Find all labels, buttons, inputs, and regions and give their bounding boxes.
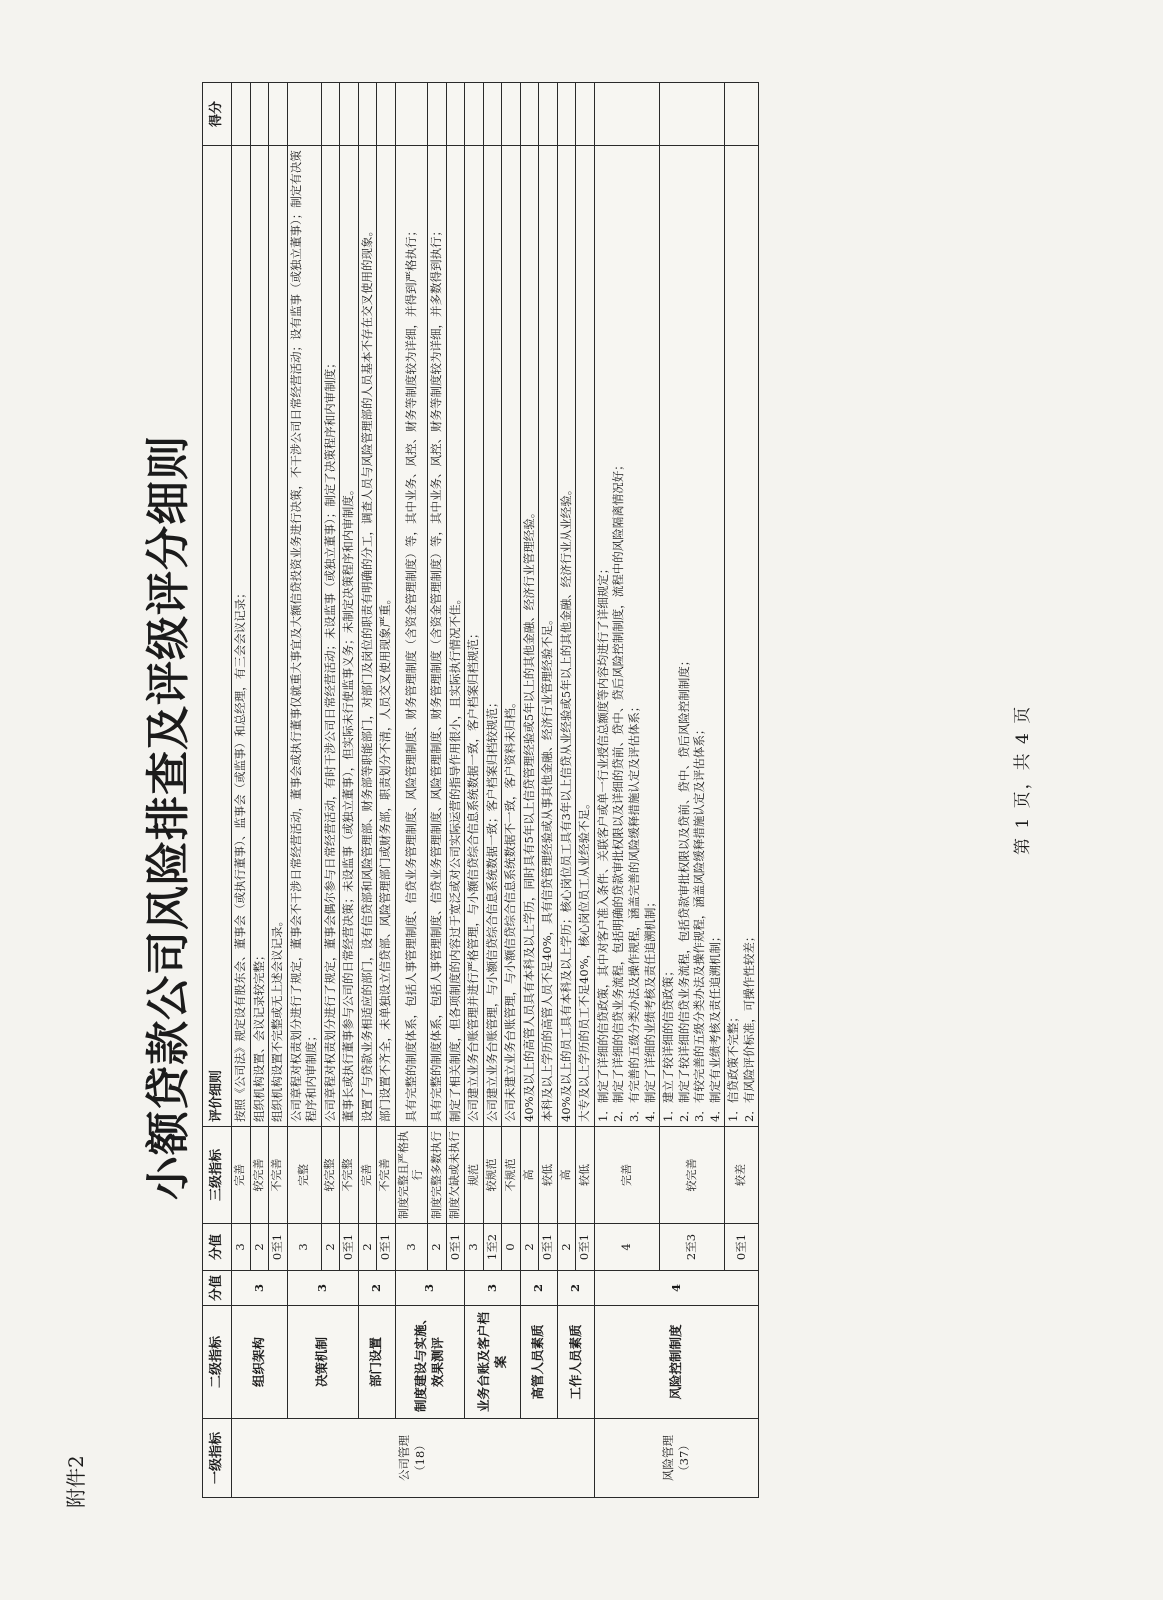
evaluation-detail bbox=[594, 146, 659, 1127]
level2-indicator: 风险控制制度 bbox=[594, 1306, 758, 1419]
detail-line: 公司未建立业务台账管理，与小额信贷综合信息系统数据不一致，客户资料未归档。 bbox=[503, 696, 518, 1122]
score-cell bbox=[321, 83, 340, 146]
score-cell bbox=[660, 83, 725, 146]
detail-line: 40%及以上的高管人员具有本科及以上学历，同时具有5年以上信贷管理经验或5年以上的其他金融、经济行业管理经验。 bbox=[521, 506, 536, 1122]
evaluation-detail bbox=[358, 146, 377, 1127]
header-s2: 分值 bbox=[203, 1271, 232, 1306]
detail-line: 2．制定了较详细的信贷业务流程，包括贷款审批权限以及贷前、贷中、贷后风险控制制度； bbox=[676, 654, 691, 1122]
detail-line: 组织机构设置、会议记录较完整； bbox=[251, 949, 266, 1122]
evaluation-detail bbox=[428, 146, 447, 1127]
scoring-table bbox=[202, 82, 759, 1498]
attachment-label: 附件2 bbox=[64, 1455, 88, 1508]
level3-score: 0至1 bbox=[539, 1224, 558, 1271]
level2-score: 4 bbox=[594, 1271, 758, 1306]
level2-indicator: 制度建设与实施、效果测评 bbox=[395, 1306, 465, 1419]
level3-score: 3 bbox=[465, 1224, 484, 1271]
detail-line: 4．制定有业绩考核及责任追溯机制； bbox=[707, 930, 722, 1122]
detail-line: 40%及以上的员工具有本科及以上学历；核心岗位员工具有3年以上信贷从业经验或5年以上的其他金融、经济行业从业经验。 bbox=[558, 483, 573, 1122]
level3-score: 4 bbox=[594, 1224, 659, 1271]
score-cell bbox=[465, 83, 484, 146]
table-row bbox=[232, 83, 251, 1498]
header-s3: 分值 bbox=[203, 1224, 232, 1271]
detail-line: 1．信贷政策不完整； bbox=[726, 1011, 741, 1122]
level3-indicator: 不完善 bbox=[377, 1127, 396, 1224]
detail-line: 组织机构设置不完整或无上述会议记录。 bbox=[270, 915, 285, 1122]
score-cell bbox=[594, 83, 659, 146]
score-cell bbox=[539, 83, 558, 146]
evaluation-detail bbox=[395, 146, 428, 1127]
level3-indicator: 较低 bbox=[576, 1127, 595, 1224]
page-footer: 第 1 页，共 4 页 bbox=[1013, 704, 1033, 855]
evaluation-detail bbox=[269, 146, 288, 1127]
level3-score: 0至1 bbox=[725, 1224, 759, 1271]
score-cell bbox=[340, 83, 359, 146]
level3-score: 3 bbox=[232, 1224, 251, 1271]
score-cell bbox=[232, 83, 251, 146]
score-cell bbox=[725, 83, 759, 146]
level3-indicator: 完善 bbox=[594, 1127, 659, 1224]
level3-indicator: 不完整 bbox=[340, 1127, 359, 1224]
table-body bbox=[232, 83, 759, 1498]
level2-score: 2 bbox=[358, 1271, 395, 1306]
level1-indicator: 风险管理（37） bbox=[594, 1419, 758, 1498]
score-cell bbox=[287, 83, 321, 146]
table-row bbox=[287, 83, 321, 1498]
level3-score: 0至1 bbox=[340, 1224, 359, 1271]
evaluation-detail bbox=[502, 146, 521, 1127]
detail-line: 1．制定了详细的信贷政策，其中对客户准入条件、关联客户或单一行业授信总额度等内容均进行了详细规定； bbox=[595, 562, 610, 1122]
detail-line: 2．有风险评价标准，可操作性较差； bbox=[741, 930, 756, 1122]
detail-line: 本科及以上学历的高管人员不足40%，具有信贷管理经验或从事其他金融、经济行业管理经验不足。 bbox=[540, 613, 555, 1122]
score-cell bbox=[576, 83, 595, 146]
level3-indicator: 完善 bbox=[358, 1127, 377, 1224]
level2-indicator: 高管人员素质 bbox=[520, 1306, 557, 1419]
level2-score: 3 bbox=[395, 1271, 465, 1306]
level3-indicator: 规范 bbox=[465, 1127, 484, 1224]
score-cell bbox=[395, 83, 428, 146]
level3-score: 2 bbox=[428, 1224, 447, 1271]
level1-indicator: 公司管理（18） bbox=[232, 1419, 595, 1498]
evaluation-detail bbox=[725, 146, 759, 1127]
level2-indicator: 业务台账及客户档案 bbox=[465, 1306, 521, 1419]
level3-indicator: 不完善 bbox=[269, 1127, 288, 1224]
evaluation-detail bbox=[483, 146, 502, 1127]
page-title: 小额贷款公司风险排查及评级评分细则 bbox=[143, 435, 194, 1200]
detail-line: 4．制定了详细的业绩考核及责任追溯机制； bbox=[642, 896, 657, 1122]
level2-indicator: 工作人员素质 bbox=[557, 1306, 594, 1419]
evaluation-detail bbox=[377, 146, 396, 1127]
detail-line: 制定了相关制度，但各项制度的内容过于宽泛或对公司实际运营的指导作用很小，且实际执行情况不佳。 bbox=[447, 593, 462, 1122]
detail-line: 公司章程对权责划分进行了规定，董事会偶尔参与日常经营活动，有时干涉公司日常经营活动；未设监事（或独立董事）；制定了决策程序和内审制度； bbox=[322, 357, 337, 1122]
level2-score: 3 bbox=[465, 1271, 521, 1306]
level3-score: 2 bbox=[557, 1224, 576, 1271]
header-l2: 二级指标 bbox=[203, 1306, 232, 1419]
level3-score: 1至2 bbox=[483, 1224, 502, 1271]
level3-score: 2至3 bbox=[660, 1224, 725, 1271]
table-row bbox=[520, 83, 539, 1498]
table-row bbox=[557, 83, 576, 1498]
detail-line: 大专及以上学历的员工不足40%，核心岗位员工从业经验不足。 bbox=[577, 797, 592, 1122]
level2-score: 2 bbox=[557, 1271, 594, 1306]
detail-line: 公司建立业务台账管理，与小额信贷综合信息系统数据一致；客户档案归档较规范； bbox=[484, 696, 499, 1122]
score-cell bbox=[428, 83, 447, 146]
level3-indicator: 较差 bbox=[725, 1127, 759, 1224]
evaluation-detail bbox=[232, 146, 251, 1127]
score-cell bbox=[446, 83, 465, 146]
level2-score: 3 bbox=[287, 1271, 358, 1306]
detail-line: 部门设置不齐全，未单独设立信贷部、风险管理部门或财务部，职责划分不清，人员交叉使用现象严重。 bbox=[378, 593, 393, 1122]
detail-line: 公司章程对权责划分进行了规定，董事会不干涉日常经营活动，董事会或执行董事仅就重大事宜及大额信贷投资业务进行决策，不干涉公司日常经营活动；设有监事（或独立董事）；制定有决策程序和内审制度； bbox=[288, 150, 319, 1122]
level3-score: 0 bbox=[502, 1224, 521, 1271]
level3-score: 0至1 bbox=[377, 1224, 396, 1271]
level3-score: 2 bbox=[358, 1224, 377, 1271]
table-row bbox=[594, 83, 659, 1498]
header-detail: 评价细则 bbox=[203, 146, 232, 1127]
evaluation-detail bbox=[520, 146, 539, 1127]
score-cell bbox=[483, 83, 502, 146]
level3-indicator: 较规范 bbox=[483, 1127, 502, 1224]
score-cell bbox=[557, 83, 576, 146]
detail-line: 设置了与贷款业务相适应的部门，设有信贷部和风险管理部、财务部等职能部门，对部门及岗位的职责有明确的分工，调查人员与风险管理部的人员基本不存在交叉使用的现象。 bbox=[359, 225, 374, 1122]
level3-indicator: 较完善 bbox=[250, 1127, 269, 1224]
level3-score: 3 bbox=[287, 1224, 321, 1271]
level3-indicator: 完善 bbox=[232, 1127, 251, 1224]
detail-line: 董事长或执行董事参与公司的日常经营决策；未设监事（或独立董事），但实际未行使监事义务；未制定决策程序和内审制度。 bbox=[341, 483, 356, 1122]
level3-indicator: 较完善 bbox=[660, 1127, 725, 1224]
detail-line: 具有完整的制度体系，包括人事管理制度、信贷业务管理制度、风险管理制度、财务管理制度（含资金管理制度）等，其中业务、风控、财务等制度较为详细，并多数得到执行； bbox=[429, 225, 444, 1122]
evaluation-detail bbox=[576, 146, 595, 1127]
table-header-row bbox=[203, 83, 232, 1498]
header-l1: 一级指标 bbox=[203, 1419, 232, 1498]
detail-line: 具有完整的制度体系，包括人事管理制度、信贷业务管理制度、风险管理制度、财务管理制度（含资金管理制度）等，其中业务、风控、财务等制度较为详细，并得到严格执行； bbox=[403, 225, 418, 1122]
level3-indicator: 制度欠缺或未执行 bbox=[446, 1127, 465, 1224]
level3-indicator: 完整 bbox=[287, 1127, 321, 1224]
score-cell bbox=[377, 83, 396, 146]
evaluation-detail bbox=[446, 146, 465, 1127]
level3-indicator: 不规范 bbox=[502, 1127, 521, 1224]
evaluation-detail bbox=[321, 146, 340, 1127]
evaluation-detail bbox=[340, 146, 359, 1127]
level2-indicator: 部门设置 bbox=[358, 1306, 395, 1419]
detail-line: 3．有较完善的五级分类办法及操作规程，涵盖风险缓释措施认定及评估体系； bbox=[692, 723, 707, 1122]
score-cell bbox=[520, 83, 539, 146]
level3-indicator: 较低 bbox=[539, 1127, 558, 1224]
table-row bbox=[465, 83, 484, 1498]
evaluation-detail bbox=[287, 146, 321, 1127]
level3-score: 2 bbox=[250, 1224, 269, 1271]
level3-score: 2 bbox=[321, 1224, 340, 1271]
table-row bbox=[395, 83, 428, 1498]
detail-line: 按照《公司法》规定设有股东会、董事会（或执行董事）、监事会（或监事）和总经理，有三会会议记录； bbox=[233, 587, 247, 1122]
evaluation-detail bbox=[660, 146, 725, 1127]
evaluation-detail bbox=[465, 146, 484, 1127]
level3-indicator: 制度完整且严格执行 bbox=[395, 1127, 428, 1224]
level2-indicator: 决策机制 bbox=[287, 1306, 358, 1419]
score-cell bbox=[358, 83, 377, 146]
level3-indicator: 制度完整多数执行 bbox=[428, 1127, 447, 1224]
level3-indicator: 较完整 bbox=[321, 1127, 340, 1224]
level3-indicator: 高 bbox=[520, 1127, 539, 1224]
detail-line: 3．有完善的五级分类办法及操作规程，涵盖完善的风险缓释措施认定及评估体系； bbox=[627, 700, 641, 1122]
evaluation-detail bbox=[539, 146, 558, 1127]
level3-score: 2 bbox=[520, 1224, 539, 1271]
level2-score: 2 bbox=[520, 1271, 557, 1306]
level3-score: 0至1 bbox=[446, 1224, 465, 1271]
evaluation-detail bbox=[250, 146, 269, 1127]
detail-line: 公司建立业务台账管理并进行严格管理，与小额信贷综合信息系统数据一致，客户档案归档规范； bbox=[466, 627, 481, 1122]
score-cell bbox=[502, 83, 521, 146]
header-score: 得分 bbox=[203, 83, 232, 146]
table-row bbox=[358, 83, 377, 1498]
level3-score: 3 bbox=[395, 1224, 428, 1271]
level2-score: 3 bbox=[232, 1271, 288, 1306]
header-l3: 三级指标 bbox=[203, 1127, 232, 1224]
score-cell bbox=[250, 83, 269, 146]
level2-indicator: 组织架构 bbox=[232, 1306, 288, 1419]
evaluation-detail bbox=[557, 146, 576, 1127]
level3-score: 0至1 bbox=[269, 1224, 288, 1271]
detail-line: 2．制定了详细的信贷业务流程，包括明确的贷款审批权限以及详细的贷前、贷中、贷后风险控制制度，流程中的风险隔离情况好； bbox=[611, 459, 626, 1122]
detail-line: 1．建立了较详细的信贷政策； bbox=[661, 965, 676, 1122]
score-cell bbox=[269, 83, 288, 146]
level3-indicator: 高 bbox=[557, 1127, 576, 1224]
level3-score: 0至1 bbox=[576, 1224, 595, 1271]
